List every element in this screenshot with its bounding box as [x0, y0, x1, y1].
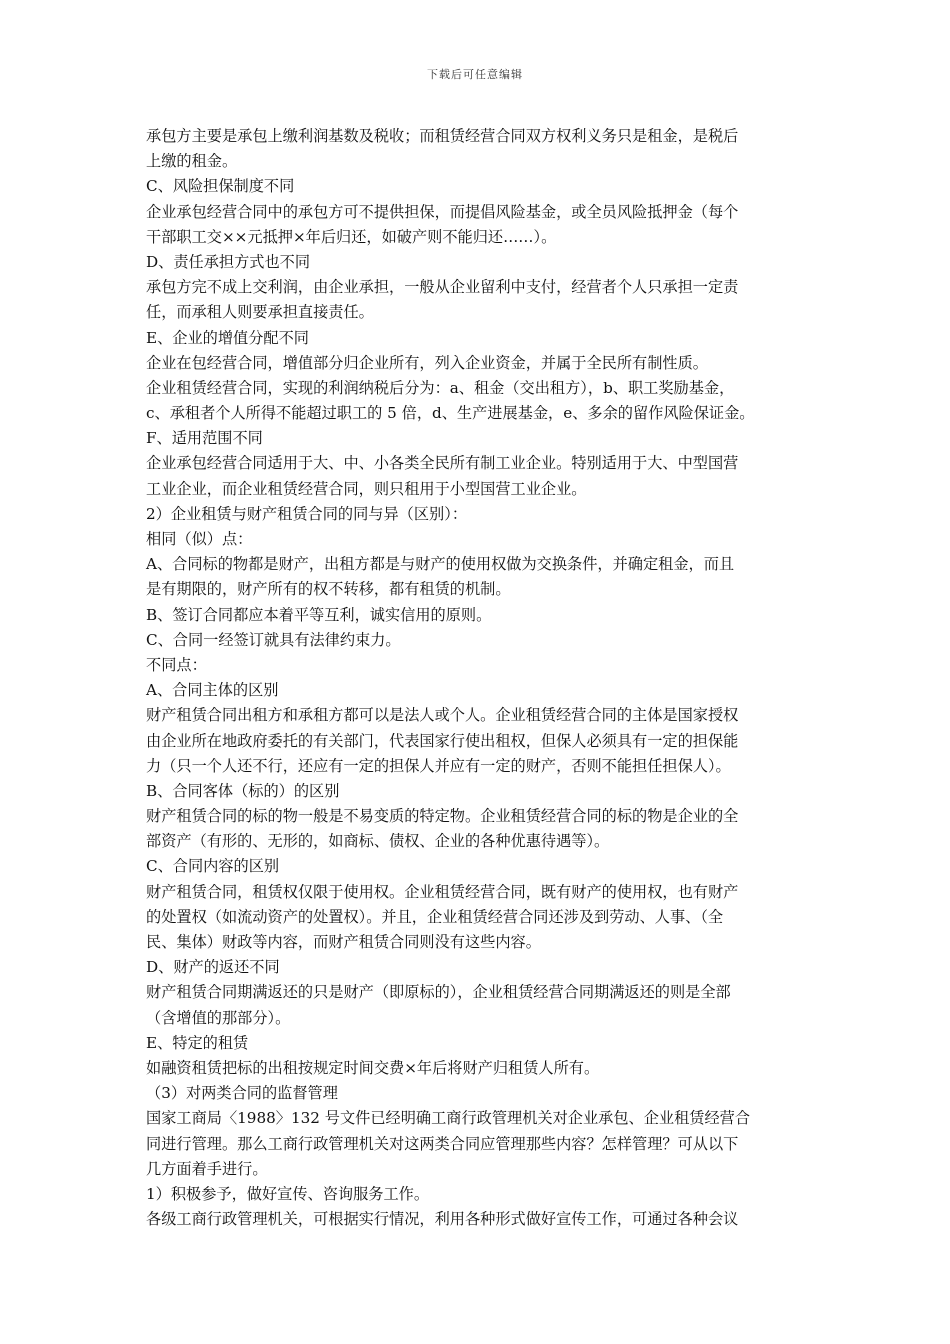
text-line: （含增值的那部分）。	[146, 1008, 291, 1027]
section-heading: （3）对两类合同的监督管理	[146, 1084, 338, 1103]
section-heading: 2）企业租赁与财产租赁合同的同与异（区别）：	[146, 504, 468, 523]
text-line: 财产租赁合同出租方和承租方都可以是法人或个人。企业租赁经营合同的主体是国家授权	[146, 706, 739, 725]
text-line: 工业企业，而企业租赁经营合同，则只租用于小型国营工业企业。	[146, 479, 587, 498]
section-heading: D、财产的返还不同	[146, 958, 280, 977]
section-heading: E、特定的租赁	[146, 1033, 249, 1052]
text-line: 部资产（有形的、无形的，如商标、债权、企业的各种优惠待遇等）。	[146, 832, 610, 851]
text-line: 各级工商行政管理机关，可根据实行情况，利用各种形式做好宣传工作，可通过各种会议	[146, 1210, 739, 1229]
text-line: 财产租赁合同期满返还的只是财产（即原标的），企业租赁经营合同期满返还的则是全部	[146, 983, 731, 1002]
section-heading: E、企业的增值分配不同	[146, 328, 309, 347]
section-heading: C、合同内容的区别	[146, 857, 280, 876]
text-line: 是有期限的，财产所有的权不转移，都有租赁的机制。	[146, 580, 511, 599]
text-line: A、合同标的物都是财产，出租方都是与财产的使用权做为交换条件，并确定租金，而且	[146, 555, 735, 574]
text-line: B、签订合同都应本着平等互利，诚实信用的原则。	[146, 605, 492, 624]
text-line: 同进行管理。那么工商行政管理机关对这两类合同应管理那些内容？怎样管理？可从以下	[146, 1134, 739, 1153]
text-line: 上缴的租金。	[146, 152, 238, 171]
text-line: 几方面着手进行。	[146, 1159, 268, 1178]
section-heading: D、责任承担方式也不同	[146, 252, 311, 271]
text-line: 承包方完不成上交利润，由企业承担，一般从企业留利中支付，经营者个人只承担一定责	[146, 278, 739, 297]
text-line: C、合同一经签订就具有法律约束力。	[146, 630, 401, 649]
text-line: 企业在包经营合同，增值部分归企业所有，列入企业资金，并属于全民所有制性质。	[146, 353, 708, 372]
section-heading: B、合同客体（标的）的区别	[146, 781, 340, 800]
section-heading: 相同（似）点：	[146, 530, 253, 548]
section-heading: 1）积极参予，做好宣传、咨询服务工作。	[146, 1184, 430, 1203]
text-line: 力（只一个人还不行，还应有一定的担保人并应有一定的财产，否则不能担任担保人）。	[146, 756, 731, 775]
text-line: 国家工商局〈1988〉132 号文件已经明确工商行政管理机关对企业承包、企业租赁经营合	[146, 1109, 751, 1128]
text-line: 企业承包经营合同适用于大、中、小各类全民所有制工业企业。特别适用于大、中型国营	[146, 454, 739, 473]
document-body	[146, 124, 816, 1232]
section-heading: 不同点：	[146, 655, 207, 674]
text-line: c、承租者个人所得不能超过职工的 5 倍，d、生产进展基金，e、多余的留作风险保证金。	[146, 404, 755, 423]
page-header: 下载后可任意编辑	[427, 68, 523, 81]
section-heading: A、合同主体的区别	[146, 681, 279, 700]
text-line: 企业租赁经营合同，实现的利润纳税后分为：a、租金（交出租方），b、职工奖励基金，	[146, 378, 735, 397]
text-line: 企业承包经营合同中的承包方可不提供担保，而提倡风险基金，或全员风险抵押金（每个	[146, 202, 739, 221]
text-line: 的处置权（如流动资产的处置权）。并且，企业租赁经营合同还涉及到劳动、人事、（全	[146, 907, 724, 926]
text-line: 由企业所在地政府委托的有关部门，代表国家行使出租权，但保人必须具有一定的担保能	[146, 731, 739, 750]
text-line: 财产租赁合同，租赁权仅限于使用权。企业租赁经营合同，既有财产的使用权，也有财产	[146, 882, 739, 901]
section-heading: C、风险担保制度不同	[146, 177, 295, 196]
section-heading: F、适用范围不同	[146, 429, 263, 448]
text-line: 财产租赁合同的标的物一般是不易变质的特定物。企业租赁经营合同的标的物是企业的全	[146, 807, 739, 826]
text-line: 如融资租赁把标的出租按规定时间交费×年后将财产归租赁人所有。	[146, 1058, 600, 1077]
text-line: 干部职工交××元抵押×年后归还，如破产则不能归还……）。	[146, 227, 557, 246]
text-line: 任，而承租人则要承担直接责任。	[146, 303, 374, 322]
text-line: 承包方主要是承包上缴利润基数及税收；而租赁经营合同双方权利义务只是租金，是税后	[146, 127, 739, 145]
text-line: 民、集体）财政等内容，而财产租赁合同则没有这些内容。	[146, 933, 541, 951]
